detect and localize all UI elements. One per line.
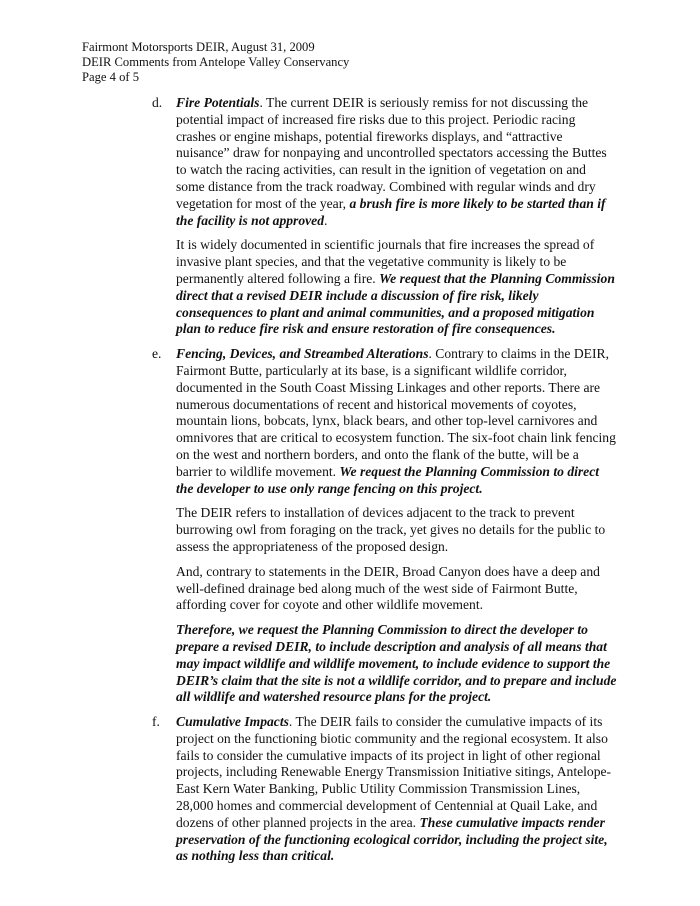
document-body — [152, 95, 618, 873]
item-title: Fencing, Devices, and Streambed Alterations — [176, 346, 429, 362]
item-f — [152, 714, 618, 865]
paragraph — [176, 714, 618, 865]
item-d — [152, 95, 618, 338]
header-line-2: DEIR Comments from Antelope Valley Conservancy — [82, 55, 350, 69]
item-marker: e. — [152, 346, 162, 362]
paragraph-text: . — [324, 212, 328, 228]
header-line-3: Page 4 of 5 — [82, 70, 140, 84]
paragraph: The DEIR refers to installation of devices adjacent to the track to prevent burrowing owl from foraging on the track, yet gives no details for the public to assess the appropriateness of the proposed design. — [176, 505, 606, 554]
emphasis-text: We request the Planning Commission to direct the developer to use only range fencing on this project. — [176, 463, 600, 496]
paragraph-text: . Contrary to claims in the DEIR, Fairmont Butte, particularly at its base, is a significant wildlife corridor, documented in the South Coast Missing Linkages and other reports. There are numerous documentations of recent and historical movements of coyotes, mountain lions, bobcats, lynx, black bears, and other top-level carnivores and omnivores that are critical to ecosystem function. The six-foot chain link fencing on the west and northern borders, and onto the flank of the butte, will be a barrier to wildlife movement. — [176, 346, 616, 479]
page-header — [82, 40, 349, 85]
item-title: Cumulative Impacts — [176, 714, 289, 730]
paragraph: And, contrary to statements in the DEIR, Broad Canyon does have a deep and well-defined drainage bed along much of the west side of Fairmont Butte, affording cover for coyote and other wildlife movement. — [176, 563, 600, 613]
item-marker: f. — [152, 714, 160, 730]
emphasis-text: We request that the Planning Commission direct that a revised DEIR include a discussion of fire risk, likely consequences to plant and animal communities, and a proposed mitigation plan to reduce fire risk and ensure restoration of fire consequences. — [176, 270, 615, 337]
paragraph-text: It is widely documented in scientific journals that fire increases the spread of invasive plant species, and that the vegetative community is likely to be permanently altered following a fire. — [176, 237, 595, 286]
emphasis-text: These cumulative impacts render preservation of the functioning ecological corridor, including the project site, as nothing less than critical. — [176, 814, 608, 864]
item-title: Fire Potentials — [176, 95, 260, 110]
header-line-1: Fairmont Motorsports DEIR, August 31, 2009 — [82, 40, 315, 54]
paragraph — [176, 95, 618, 229]
item-marker: d. — [152, 95, 163, 110]
emphasis-paragraph: Therefore, we request the Planning Commission to direct the developer to prepare a revised DEIR, to include description and analysis of all means that may impact wildlife and wildlife movement, to include evidence to support the DEIR’s claim that the site is not a wildlife corridor, and to prepare and include all wildlife and watershed resource plans for the project. — [176, 622, 617, 705]
paragraph — [176, 346, 618, 497]
paragraph-text: . The DEIR fails to consider the cumulative impacts of its project on the functioning biotic community and the regional ecosystem. It also fails to consider the cumulative impacts of its project in light of other regional projects, including Renewable Energy Transmission Initiative sitings, Antelope-East Kern Water Banking, Public Utility Commission Transmission Lines, 28,000 homes and commercial development of Centennial at Quail Lake, and dozens of other planned projects in the area. — [176, 714, 612, 830]
paragraph — [176, 237, 618, 338]
item-e — [152, 346, 618, 706]
emphasis-text: a brush fire is more likely to be started than if the facility is not approved — [176, 195, 606, 228]
paragraph-text: . The current DEIR is seriously remiss for not discussing the potential impact of increased fire risks due to this project. Periodic racing crashes or engine mishaps, potential fireworks displays, and “attractive nuisance” draw for nonpaying and uncontrolled spectators accessing the Buttes to watch the racing activities, can result in the ignition of vegetation on and some distance from the track roadway. Combined with regular winds and dry vegetation for most of the year, — [176, 95, 607, 211]
